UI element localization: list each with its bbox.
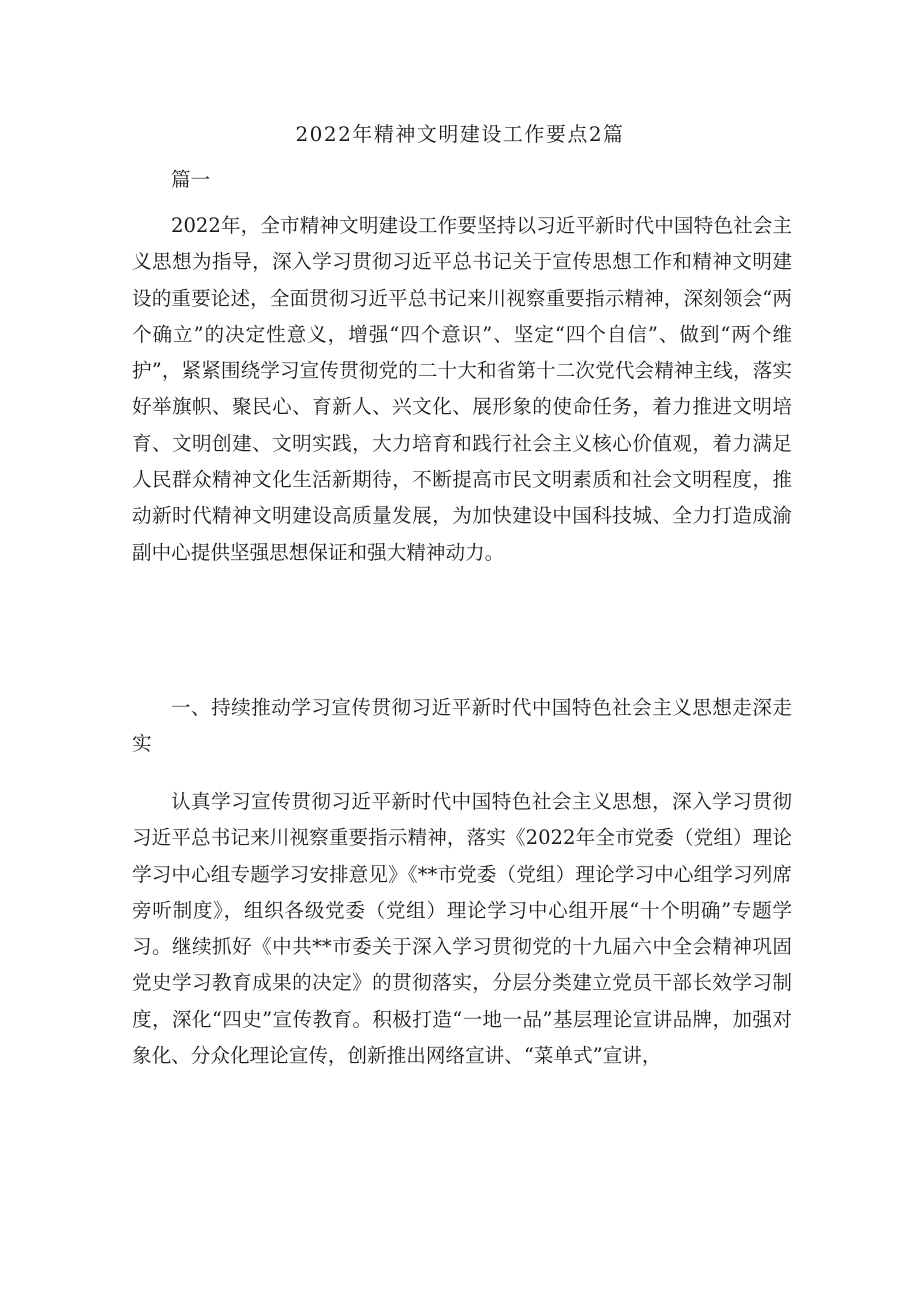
- section-paragraph-text: 认真学习宣传贯彻习近平新时代中国特色社会主义思想，深入学习贯彻习近平总书记来川视察重要指示精神，落实《2022年全市党委（党组）理论学习中心组专题学习安排意见》《**市党委（党组）理论学习中心组学习列席旁听制度》，组织各级党委（党组）理论学习中心组开展“十个明确”专题学习。继续抓好《中共**市委关于深入学习贯彻党的十九届六中全会精神巩固党史学习教育成果的决定》的贯彻落实，分层分类建立党员干部长效学习制度，深化“四史”宣传教育。积极打造“一地一品”基层理论宣讲品牌，加强对象化、分众化理论宣传，创新推出网络宣讲、“菜单式”宣讲，: [132, 790, 792, 1068]
- part-heading-text: 篇一: [171, 168, 211, 191]
- section-heading: [132, 690, 792, 763]
- part-heading: [132, 162, 792, 198]
- section-heading-text: 一、持续推动学习宣传贯彻习近平新时代中国特色社会主义思想走深走实: [132, 696, 792, 756]
- intro-paragraph-text: 2022年，全市精神文明建设工作要坚持以习近平新时代中国特色社会主义思想为指导，深入学习贯彻习近平总书记关于宣传思想工作和精神文明建设的重要论述，全面贯彻习近平总书记来川视察重要指示精神，深刻领会“两个确立”的决定性意义，增强“四个意识”、坚定“四个自信”、做到“两个维护”，紧紧围绕学习宣传贯彻党的二十大和省第十二次党代会精神主线，落实好举旗帜、聚民心、育新人、兴文化、展形象的使命任务，着力推进文明培育、文明创建、文明实践，大力培育和践行社会主义核心价值观，着力满足人民群众精神文化生活新期待，不断提高市民文明素质和社会文明程度，推动新时代精神文明建设高质量发展，为加快建设中国科技城、全力打造成渝副中心提供坚强思想保证和强大精神动力。: [132, 214, 792, 564]
- intro-paragraph: [132, 208, 792, 571]
- document-title: 2022年精神文明建设工作要点2篇: [295, 122, 625, 146]
- section-paragraph: [132, 784, 792, 1074]
